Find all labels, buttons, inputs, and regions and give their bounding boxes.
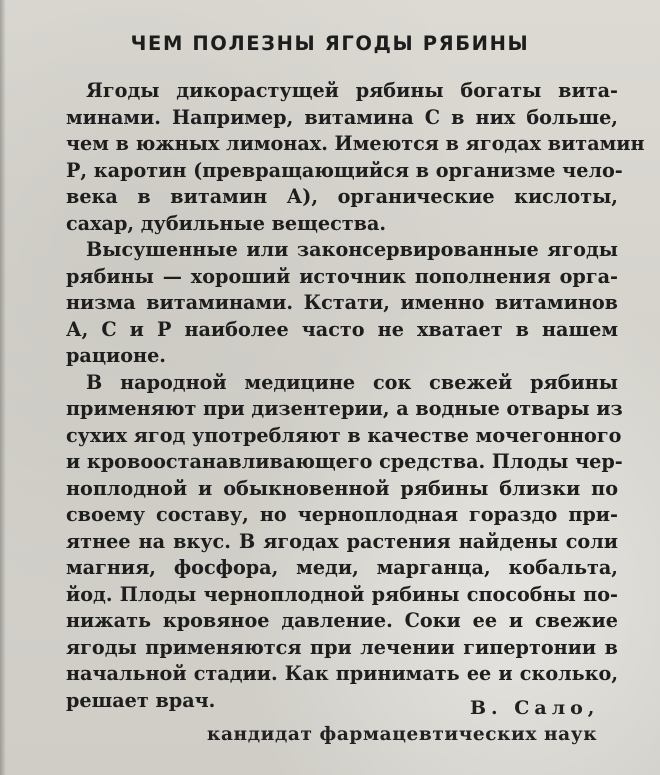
text-line: нижать кровяное давление. Соки ее и свежие	[66, 609, 618, 632]
page-edge-shadow	[0, 0, 6, 775]
text-line: рационе.	[66, 344, 166, 367]
text-line: начальной стадии. Как принимать ее и сколько,	[66, 662, 618, 685]
text-line: своему составу, но черноплодная гораздо при-	[66, 503, 618, 526]
article-body	[66, 78, 645, 714]
paragraph-2	[66, 237, 618, 370]
paragraph-1	[66, 78, 645, 237]
text-line: сухих ягод употребляют в качестве мочегонного	[66, 423, 622, 447]
paragraph-3	[66, 370, 623, 715]
text-line: ятнее на вкус. В ягодах растения найдены соли	[66, 529, 618, 553]
text-line: ягоды применяются при лечении гипертонии в	[66, 635, 618, 659]
text-line: магния, фосфора, меди, марганца, кобальта,	[66, 556, 618, 579]
text-line: решает врач.	[66, 688, 216, 712]
text-line: ноплодной и обыкновенной рябины близки по	[66, 476, 618, 500]
text-line: низма витаминами. Кстати, именно витаминов	[66, 291, 618, 314]
article-title: ЧЕМ ПОЛЕЗНЫ ЯГОДЫ РЯБИНЫ	[130, 32, 530, 55]
text-line: минами. Например, витамина С в них больше,	[66, 105, 618, 129]
author-title: кандидат фармацевтических наук	[207, 724, 598, 745]
author-name: В. Сало,	[470, 697, 600, 719]
text-line: применяют при дизентерии, а водные отвары из	[66, 397, 623, 420]
text-line: и кровоостанавливающего средства. Плоды чер-	[66, 450, 623, 473]
text-line: А, С и Р наиболее часто не хватает в нашем	[66, 317, 618, 341]
text-line: Р, каротин (превращающийся в организме чело-	[66, 158, 623, 182]
text-line: сахар, дубильные вещества.	[66, 211, 387, 235]
text-line: Ягоды дикорастущей рябины богаты вита-	[86, 79, 618, 102]
text-line: йод. Плоды черноплодной рябины способны по-	[66, 582, 618, 606]
text-line: Высушенные или законсервированные ягоды	[86, 238, 618, 261]
text-line: века в витамин А), органические кислоты,	[66, 185, 618, 208]
text-line: рябины — хороший источник пополнения орга-	[66, 264, 618, 288]
text-line: В народной медицине сок свежей рябины	[86, 370, 618, 394]
text-line: чем в южных лимонах. Имеются в ягодах витамин	[66, 132, 645, 155]
